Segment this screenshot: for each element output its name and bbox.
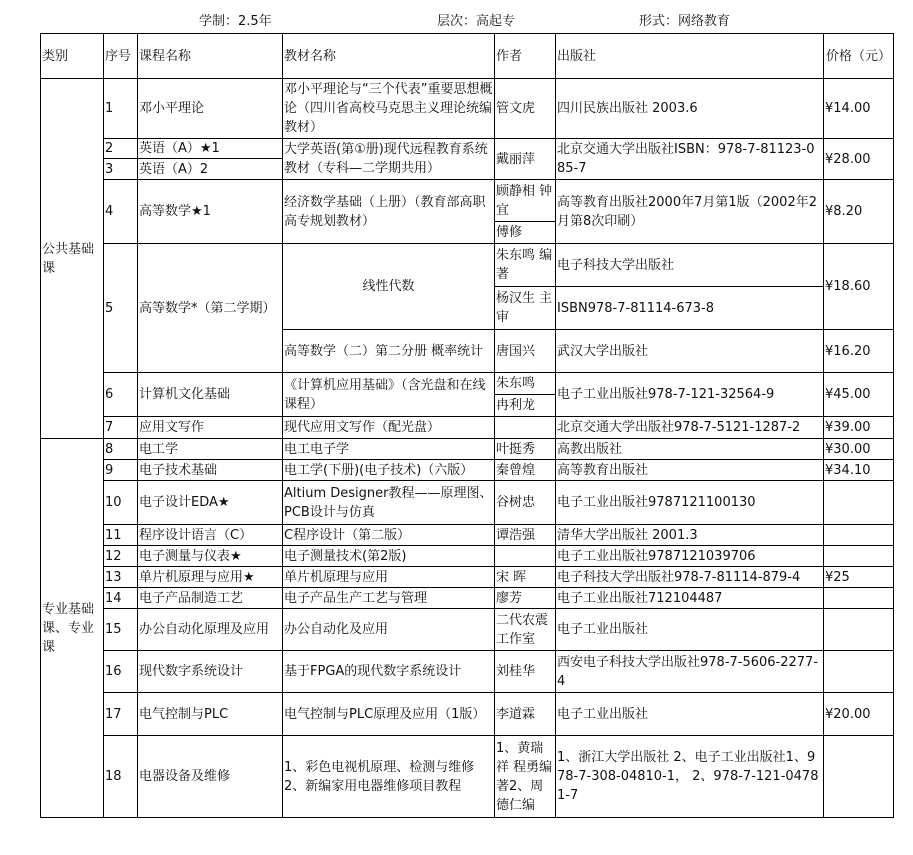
publisher: 高教出版社 [556, 439, 824, 460]
author: 朱东鸣 [495, 373, 556, 395]
publisher: 电子工业出版社978-7-121-32564-9 [556, 373, 824, 417]
table-row [41, 417, 894, 439]
price [824, 736, 894, 818]
publisher: ISBN978-7-81114-673-8 [556, 287, 824, 330]
author: 朱东鸣 编著 [495, 244, 556, 287]
header-publisher: 出版社 [556, 34, 824, 79]
author: 叶挺秀 [495, 439, 556, 460]
category-public: 公共基础课 [41, 79, 104, 439]
price: ¥8.20 [824, 180, 894, 244]
header-category: 类别 [41, 34, 104, 79]
textbook-name: 经济数学基础（上册）（教育部高职高专规划教材） [283, 180, 495, 244]
author [495, 546, 556, 567]
textbook-name: 电子产品生产工艺与管理 [283, 588, 495, 609]
publisher: 四川民族出版社 2003.6 [556, 79, 824, 139]
row-no: 8 [104, 439, 138, 460]
publisher: 电子科技大学出版社978-7-81114-879-4 [556, 567, 824, 588]
course-name: 电器设备及维修 [138, 736, 283, 818]
table-row [41, 139, 894, 159]
price: ¥20.00 [824, 693, 894, 736]
row-no: 18 [104, 736, 138, 818]
row-no: 1 [104, 79, 138, 139]
course-name: 高等数学*（第二学期） [138, 244, 283, 373]
table-row [41, 481, 894, 525]
publisher: 北京交通大学出版社ISBN：978-7-81123-085-7 [556, 139, 824, 180]
textbook-name: 办公自动化及应用 [283, 609, 495, 651]
form-label: 形式：网络教育 [639, 14, 731, 29]
author: 二代农震工作室 [495, 609, 556, 651]
price [824, 546, 894, 567]
table-row [41, 693, 894, 736]
price: ¥25 [824, 567, 894, 588]
author: 廖芳 [495, 588, 556, 609]
course-name: 电子设计EDA★ [138, 481, 283, 525]
course-name: 英语（A）2 [138, 159, 283, 180]
header-course: 课程名称 [138, 34, 283, 79]
author: 李道霖 [495, 693, 556, 736]
textbook-name: 高等数学（二）第二分册 概率统计 [283, 330, 495, 373]
row-no: 2 [104, 139, 138, 159]
price: ¥18.60 [824, 244, 894, 330]
header-row [41, 34, 894, 79]
textbook-name: 基于FPGA的现代数字系统设计 [283, 651, 495, 693]
course-name: 高等数学★1 [138, 180, 283, 244]
publisher: 北京交通大学出版社978-7-5121-1287-2 [556, 417, 824, 439]
course-name: 电子测量与仪表★ [138, 546, 283, 567]
price: ¥34.10 [824, 460, 894, 481]
course-name: 电气控制与PLC [138, 693, 283, 736]
course-name: 邓小平理论 [138, 79, 283, 139]
row-no: 16 [104, 651, 138, 693]
price [824, 481, 894, 525]
author: 秦曾煌 [495, 460, 556, 481]
textbook-name: 电工学(下册)(电子技术)（六版） [283, 460, 495, 481]
course-name: 办公自动化原理及应用 [138, 609, 283, 651]
course-name: 英语（A）★1 [138, 139, 283, 159]
row-no: 13 [104, 567, 138, 588]
row-no: 11 [104, 525, 138, 546]
author: 顾静相 钟宜 [495, 180, 556, 222]
publisher: 高等教育出版社2000年7月第1版（2002年2月第8次印刷） [556, 180, 824, 244]
author: 唐国兴 [495, 330, 556, 373]
price: ¥45.00 [824, 373, 894, 417]
course-name: 现代数字系统设计 [138, 651, 283, 693]
publisher: 1、浙江大学出版社 2、电子工业出版社1、978-7-308-04810-1， 2、978-7-121-04781-7 [556, 736, 824, 818]
publisher: 武汉大学出版社 [556, 330, 824, 373]
course-name: 电工学 [138, 439, 283, 460]
course-name: 电子产品制造工艺 [138, 588, 283, 609]
course-name: 计算机文化基础 [138, 373, 283, 417]
header-author: 作者 [495, 34, 556, 79]
author: 杨汉生 主审 [495, 287, 556, 330]
textbook-name: 《计算机应用基础》（含光盘和在线课程） [283, 373, 495, 417]
publisher: 电子科技大学出版社 [556, 244, 824, 287]
table-row [41, 525, 894, 546]
price [824, 651, 894, 693]
row-no: 10 [104, 481, 138, 525]
course-name: 单片机原理与应用★ [138, 567, 283, 588]
row-no: 4 [104, 180, 138, 244]
row-no: 5 [104, 244, 138, 373]
author [495, 417, 556, 439]
publisher: 电子工业出版社712104487 [556, 588, 824, 609]
price: ¥30.00 [824, 439, 894, 460]
table-row [41, 546, 894, 567]
textbook-name: 电气控制与PLC原理及应用（1版） [283, 693, 495, 736]
row-no: 14 [104, 588, 138, 609]
publisher: 高等教育出版社 [556, 460, 824, 481]
row-no: 9 [104, 460, 138, 481]
row-no: 17 [104, 693, 138, 736]
table-row [41, 567, 894, 588]
publisher: 电子工业出版社 [556, 693, 824, 736]
textbook-name: C程序设计（第二版） [283, 525, 495, 546]
table-row [41, 609, 894, 651]
duration-label: 学制：2.5年 [199, 14, 272, 29]
textbook-name: 现代应用文写作（配光盘） [283, 417, 495, 439]
textbook-name: Altium Designer教程——原理图、PCB设计与仿真 [283, 481, 495, 525]
price [824, 525, 894, 546]
table-row [41, 460, 894, 481]
course-name: 应用文写作 [138, 417, 283, 439]
row-no: 15 [104, 609, 138, 651]
author: 傅修 [495, 222, 556, 244]
price [824, 609, 894, 651]
author: 1、黄瑞祥 程勇编著2、周德仁编 [495, 736, 556, 818]
textbook-name: 电子测量技术(第2版) [283, 546, 495, 567]
author: 戴丽萍 [495, 139, 556, 180]
textbook-name: 电工电子学 [283, 439, 495, 460]
level-label: 层次：高起专 [437, 14, 516, 29]
header-price: 价格（元） [824, 34, 894, 79]
textbook-table [40, 33, 894, 818]
course-name: 程序设计语言（C） [138, 525, 283, 546]
price: ¥28.00 [824, 139, 894, 180]
textbook-name: 1、彩色电视机原理、检测与维修 2、新编家用电器维修项目教程 [283, 736, 495, 818]
table-row [41, 588, 894, 609]
textbook-name: 线性代数 [283, 244, 495, 330]
publisher: 电子工业出版社 [556, 609, 824, 651]
table-row [41, 180, 894, 222]
category-professional: 专业基础课、专业课 [41, 439, 104, 818]
row-no: 7 [104, 417, 138, 439]
publisher: 电子工业出版社9787121039706 [556, 546, 824, 567]
price [824, 588, 894, 609]
table-row [41, 373, 894, 395]
table-row [41, 79, 894, 139]
publisher: 清华大学出版社 2001.3 [556, 525, 824, 546]
header-textbook: 教材名称 [283, 34, 495, 79]
row-no: 12 [104, 546, 138, 567]
author: 宋 晖 [495, 567, 556, 588]
price: ¥39.00 [824, 417, 894, 439]
author: 刘桂华 [495, 651, 556, 693]
table-row [41, 244, 894, 287]
price: ¥14.00 [824, 79, 894, 139]
textbook-name: 大学英语(第①册)现代远程教育系统教材（专科—二学期共用） [283, 139, 495, 180]
price: ¥16.20 [824, 330, 894, 373]
author: 管文虎 [495, 79, 556, 139]
header-no: 序号 [104, 34, 138, 79]
course-name: 电子技术基础 [138, 460, 283, 481]
table-row [41, 736, 894, 818]
author: 谭浩强 [495, 525, 556, 546]
row-no: 3 [104, 159, 138, 180]
author: 冉利龙 [495, 395, 556, 417]
textbook-name: 邓小平理论与“三个代表”重要思想概论（四川省高校马克思主义理论统编教材） [283, 79, 495, 139]
table-row [41, 439, 894, 460]
textbook-name: 单片机原理与应用 [283, 567, 495, 588]
table-row [41, 651, 894, 693]
publisher: 电子工业出版社9787121100130 [556, 481, 824, 525]
row-no: 6 [104, 373, 138, 417]
author: 谷树忠 [495, 481, 556, 525]
publisher: 西安电子科技大学出版社978-7-5606-2277-4 [556, 651, 824, 693]
